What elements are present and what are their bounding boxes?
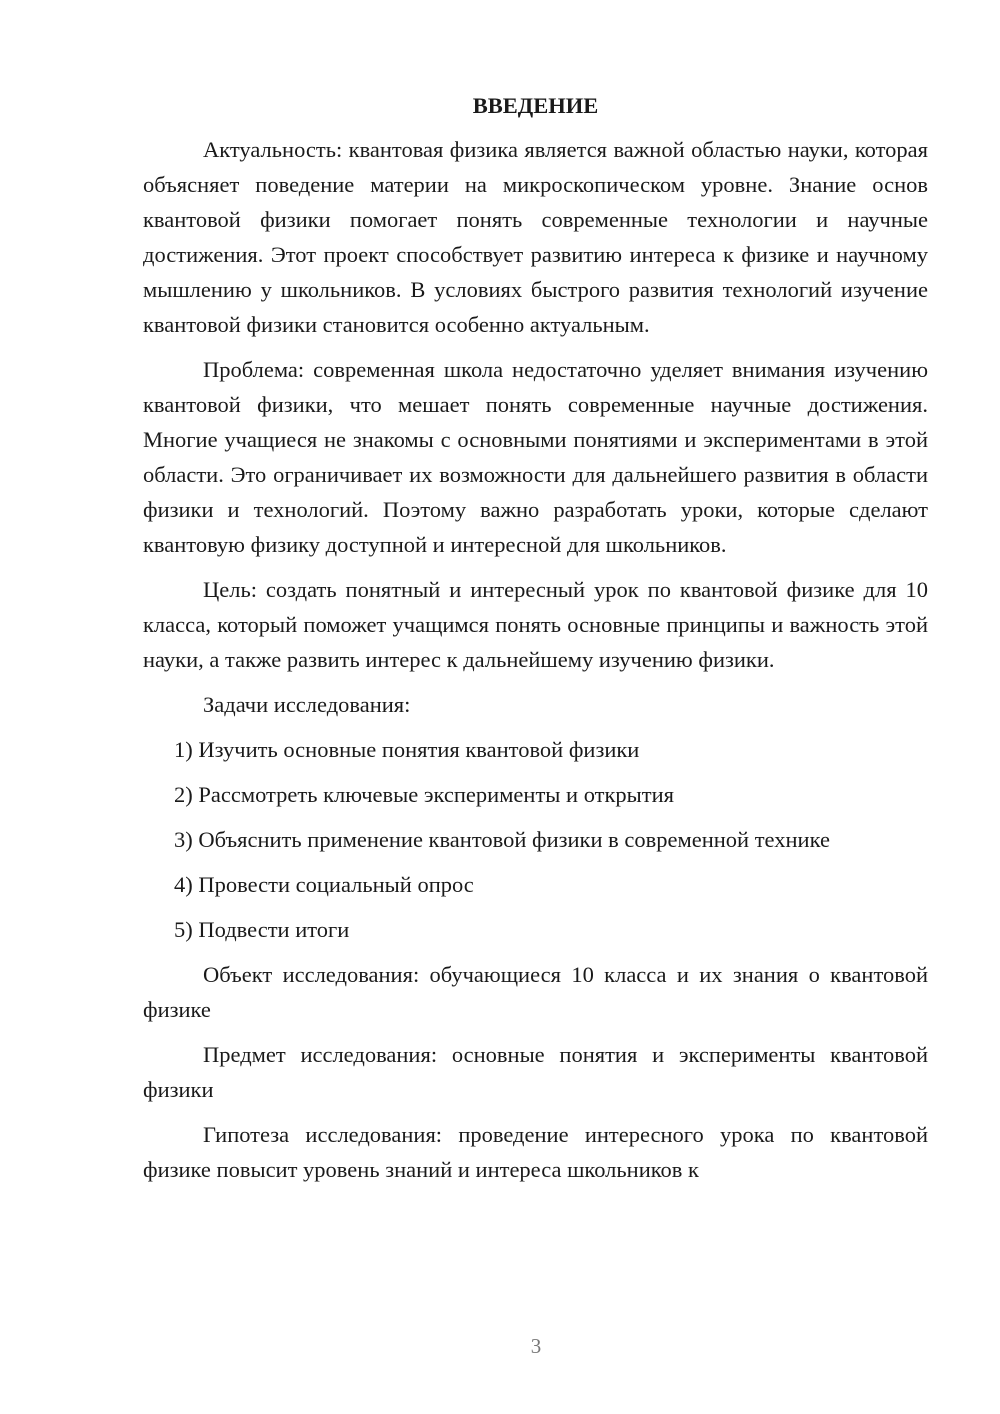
paragraph-subject: Предмет исследования: основные понятия и эксперименты квантовой физики (143, 1042, 928, 1102)
paragraph-object: Объект исследования: обучающиеся 10 класса и их знания о квантовой физике (143, 962, 928, 1022)
tasks-heading: Задачи исследования: (203, 692, 411, 717)
list-item: 5) Подвести итоги (174, 917, 350, 942)
paragraph-problem: Проблема: современная школа недостаточно уделяет внимания изучению квантовой физики, что мешает понять современные научные достижения. Многие учащиеся не знакомы с основными понятиями и экспериментами в этой области. Это ограничивает их возможности для дальнейшего развития в области физики и технологий. Поэтому важно разработать уроки, которые сделают квантовую физику доступной и интересной для школьников. (143, 357, 928, 557)
paragraph-goal: Цель: создать понятный и интересный урок по квантовой физике для 10 класса, который поможет учащимся понять основные принципы и важность этой науки, а также развить интерес к дальнейшему изучению физики. (143, 577, 928, 672)
paragraph-hypothesis: Гипотеза исследования: проведение интересного урока по квантовой физике повысит уровень знаний и интереса школьников к (143, 1122, 928, 1182)
section-title: ВВЕДЕНИЕ (472, 93, 599, 118)
page-number: 3 (530, 1334, 542, 1358)
list-item: 2) Рассмотреть ключевые эксперименты и открытия (174, 782, 675, 807)
list-item: 3) Объяснить применение квантовой физики в современной технике (174, 827, 830, 852)
tasks-list (143, 732, 928, 947)
page-content (143, 88, 928, 1197)
list-item: 4) Провести социальный опрос (174, 872, 474, 897)
list-item: 1) Изучить основные понятия квантовой физики (174, 737, 640, 762)
paragraph-relevance: Актуальность: квантовая физика является важной областью науки, которая объясняет поведение материи на микроскопическом уровне. Знание основ квантовой физики помогает понять современные технологии и научные достижения. Этот проект способствует развитию интереса к физике и научному мышлению у школьников. В условиях быстрого развития технологий изучение квантовой физики становится особенно актуальным. (143, 137, 928, 337)
